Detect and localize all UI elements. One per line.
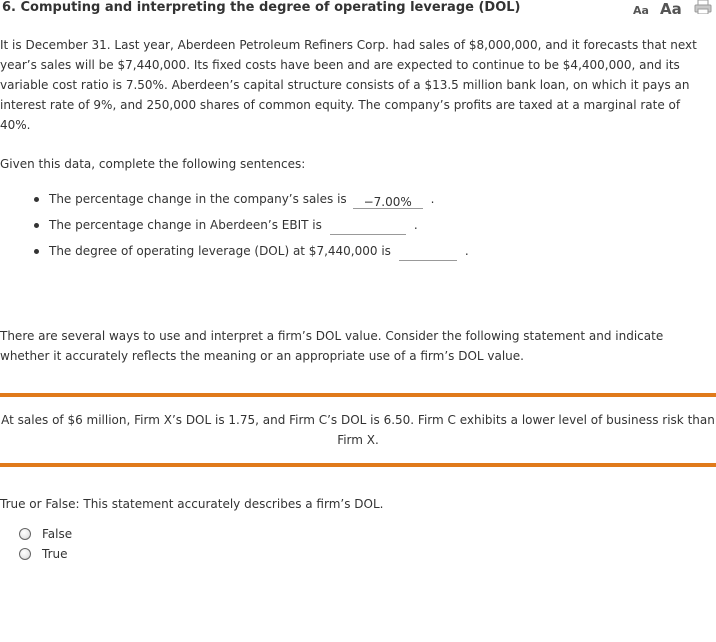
increase-font-button[interactable]: Aa bbox=[660, 0, 682, 18]
true-false-question: True or False: This statement accurately describes a firm’s DOL. bbox=[0, 497, 384, 511]
radio-button-icon[interactable] bbox=[19, 548, 31, 560]
instructions-text: Given this data, complete the following sentences: bbox=[0, 157, 306, 171]
list-item bbox=[0, 189, 469, 215]
decrease-font-button[interactable]: Aa bbox=[633, 4, 649, 17]
list-item bbox=[0, 215, 469, 241]
option-label: False bbox=[42, 527, 73, 541]
question-title: 6. Computing and interpreting the degree of operating leverage (DOL) bbox=[2, 0, 521, 15]
statement-divider-top bbox=[0, 393, 716, 397]
sentence-text: The degree of operating leverage (DOL) at $7,440,000 is bbox=[49, 244, 391, 258]
sales-change-answer-field[interactable]: −7.00% bbox=[353, 192, 423, 209]
list-item bbox=[0, 241, 469, 267]
sentence-period: . bbox=[430, 192, 435, 206]
statement-box: At sales of $6 million, Firm X’s DOL is 1.75, and Firm C’s DOL is 6.50. Firm C exhibits a lower level of business risk than Firm X. bbox=[1, 413, 715, 447]
option-label: True bbox=[42, 547, 68, 561]
radio-button-icon[interactable] bbox=[19, 528, 31, 540]
statement-divider-bottom bbox=[0, 463, 716, 467]
ebit-change-answer-field[interactable] bbox=[330, 218, 406, 235]
sentence-period: . bbox=[413, 218, 418, 232]
sentence-text: The percentage change in Aberdeen’s EBIT is bbox=[49, 218, 322, 232]
print-icon[interactable] bbox=[694, 0, 712, 14]
dol-answer-field[interactable] bbox=[399, 244, 457, 261]
sentence-list bbox=[0, 189, 469, 267]
sentence-text: The percentage change in the company’s sales is bbox=[49, 192, 347, 206]
problem-paragraph: It is December 31. Last year, Aberdeen Petroleum Refiners Corp. had sales of $8,000,000, and it forecasts that next year’s sales will be $7,440,000. Its fixed costs have been and are expected to continue to be $4,400,000, and its variable cost ratio is 7.50%. Aberdeen’s capital structure consists of a $13.5 million bank loan, on which it pays an interest rate of 9%, and 250,000 shares of common equity. The company’s profits are taxed at a marginal rate of 40%. bbox=[0, 38, 697, 132]
sentence-period: . bbox=[464, 244, 469, 258]
dol-interpretation-text: There are several ways to use and interpret a firm’s DOL value. Consider the following statement and indicate whether it accurately reflects the meaning or an appropriate use of a firm’s DOL value. bbox=[0, 329, 664, 363]
question-header bbox=[0, 0, 716, 20]
